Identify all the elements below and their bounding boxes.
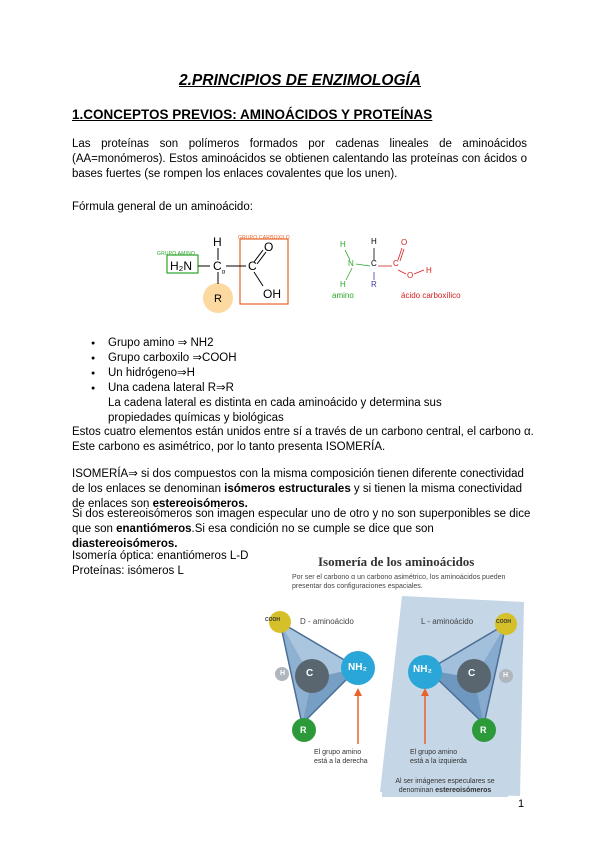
oxygen: O — [264, 240, 274, 254]
carboxyl-box-label: GRUPO CARBOXILO — [238, 235, 290, 241]
l-note — [410, 748, 467, 766]
l-cooh-label: COOH — [496, 619, 511, 625]
bullet-item: ● Un hidrógeno⇒H — [72, 366, 532, 381]
amine: H₂N — [170, 259, 192, 273]
page-number: 1 — [518, 798, 525, 810]
cd-o: O — [401, 238, 408, 247]
hydroxyl: OH — [263, 287, 281, 301]
cd-h1: H — [340, 240, 346, 249]
isomeria-bold: enantiómeros — [116, 523, 192, 535]
cd-c2: C — [393, 259, 399, 268]
l-label: L - aminoácido — [421, 617, 474, 626]
d-h-label: H — [280, 670, 286, 677]
isomeria-bold: diastereoisómeros. — [72, 538, 178, 550]
l-c-label: C — [468, 668, 476, 679]
bond-oh — [254, 272, 263, 286]
l-note-line: está a la izquierda — [410, 758, 467, 765]
bottom-note-bold: estereoisómeros — [435, 787, 492, 794]
carbonyl-c: C — [248, 259, 257, 273]
formula-label: Fórmula general de un aminoácido: — [72, 201, 253, 213]
carbon-alpha — [213, 259, 225, 275]
h-top: H — [213, 235, 222, 249]
cd-o2: O — [407, 271, 414, 280]
carbon: C — [213, 259, 222, 273]
carbon-text-2: Este carbono es asimétrico, por lo tanto presenta ISOMERÍA. — [72, 441, 386, 453]
bullet-list — [72, 336, 532, 396]
d-c-label: C — [306, 668, 314, 679]
bullet-item: ● Una cadena lateral R⇒R — [72, 381, 532, 396]
bottom-note-line — [382, 786, 508, 795]
cd-h3: H — [426, 266, 432, 275]
l-r-label: R — [480, 725, 487, 735]
cd-h-top: H — [371, 237, 377, 246]
d-note-line: El grupo amino — [314, 749, 362, 756]
isomeria-optica: Isomería óptica: enantiómeros L-D — [72, 550, 249, 562]
d-note-line: está a la derecha — [314, 758, 368, 765]
figure-title: Isomería de los aminoácidos — [318, 554, 475, 569]
section-heading: 1.CONCEPTOS PREVIOS: AMINOÁCIDOS Y PROTEÍNAS — [72, 107, 433, 122]
alpha: α — [221, 269, 226, 276]
amino-box-label: GRUPO AMINO — [157, 251, 196, 257]
isomeria-paragraph — [72, 467, 532, 512]
isomeria-text: ISOMERÍA⇒ si dos compuestos con la misma composición tienen diferente conectividad de los enlaces se denominan — [72, 468, 524, 495]
isomeria-text: Si dos estereoisómeros son imagen especular uno de otro y no son superponibles se dice que son — [72, 508, 531, 535]
cd-c: C — [371, 259, 377, 268]
l-note-line: El grupo amino — [410, 749, 458, 756]
bullet-subtext: La cadena lateral es distinta en cada aminoácido y determina sus propiedades químicas y biológicas — [108, 397, 442, 424]
d-nh2-label: NH₂ — [348, 662, 367, 673]
enantiomer-figure — [262, 596, 527, 801]
isomeria-bold: estereoisómeros. — [152, 498, 248, 510]
bottom-note-text: denominan — [398, 787, 436, 794]
cd-r: R — [371, 280, 377, 289]
isomeria-text: .Si esa condición no se cumple se dice que son — [191, 523, 434, 535]
d-note — [314, 748, 368, 766]
d-r-label: R — [300, 725, 307, 735]
d-cooh-label: COOH — [265, 617, 280, 623]
bullet-item: ● Grupo amino ⇒ NH2 — [72, 336, 532, 351]
intro-paragraph: Las proteínas son polímeros formados por cadenas lineales de aminoácidos (AA=monómeros). Estos aminoácidos se obtienen calentando las proteínas con ácidos o bases fuertes (se rompen los enlaces covalentes que los unen). — [72, 138, 527, 180]
page-title: 2.PRINCIPIOS DE ENZIMOLOGÍA — [179, 72, 421, 89]
cd-amino-label: amino — [332, 291, 354, 300]
d-label: D - aminoácido — [300, 617, 354, 626]
bullet-item: ● Grupo carboxilo ⇒COOH — [72, 351, 532, 366]
cd-h2: H — [340, 280, 346, 289]
isomeria-text: y si tienen la misma conectividad de enlaces son — [72, 483, 523, 510]
isomeria-bold: isómeros estructurales — [224, 483, 351, 495]
proteinas-line: Proteínas: isómeros L — [72, 565, 184, 577]
cd-carboxyl-label: ácido carboxílico — [401, 291, 461, 300]
l-nh2-label: NH₂ — [413, 664, 432, 675]
enantiomeros-paragraph — [72, 507, 532, 552]
cd-n: N — [348, 259, 354, 268]
bottom-note-line: Al ser imágenes especulares se — [395, 778, 495, 785]
bottom-note — [382, 776, 508, 797]
carbon-text-1: Estos cuatro elementos están unidos entre sí a través de un carbono central, el carbono α. — [72, 426, 534, 438]
figure-caption: Por ser el carbono α un carbono asimétrico, los aminoácidos pueden presentar dos configuraciones espaciales. — [292, 574, 506, 590]
l-h-label: H — [503, 672, 509, 679]
r-group: R — [214, 293, 222, 305]
